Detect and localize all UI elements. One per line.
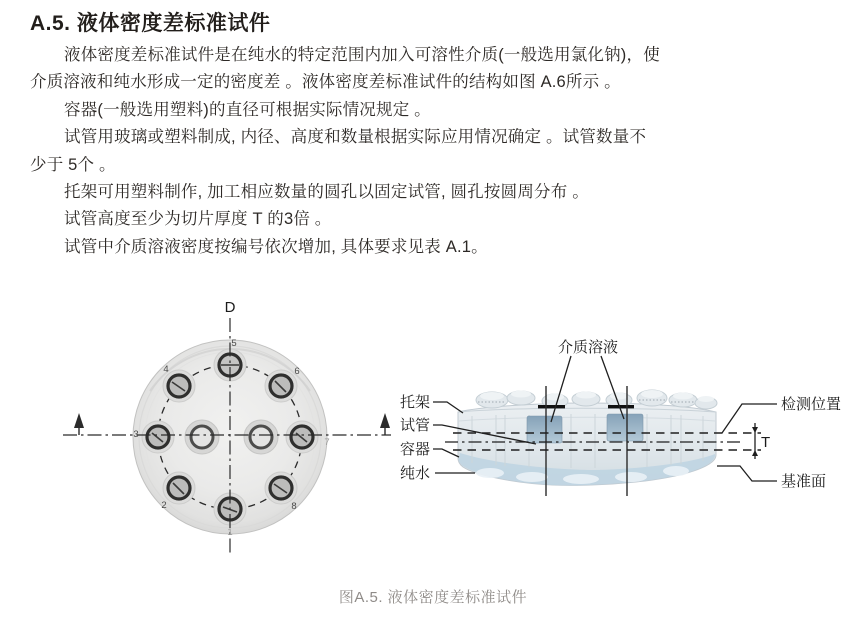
paragraph-line: 液体密度差标准试件是在纯水的特定范围内加入可溶性介质(一般选用氯化钠)，使	[64, 46, 660, 64]
hole-number-2: 2	[161, 500, 167, 511]
hole-number-7: 7	[324, 437, 330, 448]
top-view-figure	[55, 296, 400, 558]
media-solution-tube-left	[527, 416, 562, 443]
section-title: A.5. 液体密度差标准试件	[30, 12, 271, 35]
paragraph-line: 试管高度至少为切片厚度 T 的3倍 。	[64, 210, 332, 229]
paragraph-line: 容器(一般选用塑料)的直径可根据实际情况规定 。	[64, 100, 431, 119]
container-photo	[458, 390, 717, 485]
container-label: 容器	[400, 441, 431, 458]
paragraph-line: 试管中介质溶液密度按编号依次增加, 具体要求见表 A.1。	[64, 237, 488, 256]
hole-number-3: 3	[133, 429, 139, 440]
hole-number-5: 5	[231, 338, 237, 349]
pure-water-label: 纯水	[400, 465, 431, 482]
section-arrow-right	[380, 413, 390, 435]
figure-caption: 图A.5. 液体密度差标准试件	[338, 589, 528, 606]
side-view-figure	[395, 315, 866, 527]
paragraph-line: 少于 5个 。	[30, 155, 116, 174]
paragraph-line: 介质溶液和纯水形成一定的密度差 。液体密度差标准试件的结构如图 A.6所示 。	[30, 73, 621, 92]
paragraph-line: 试管用玻璃或塑料制成, 内径、高度和数量根据实际应用情况确定 。试管数量不	[64, 128, 647, 147]
hole-number-4: 4	[163, 364, 169, 375]
media-solution-tube-right	[607, 414, 643, 441]
hole-number-1: 1	[227, 527, 233, 538]
section-arrow-left	[74, 413, 84, 435]
thickness-label: T	[761, 434, 771, 451]
media-solution-label: 介质溶液	[557, 339, 619, 356]
tube-label: 试管	[400, 417, 431, 434]
body-text	[30, 42, 850, 261]
diameter-label: D	[224, 299, 236, 316]
hole-number-8: 8	[291, 501, 297, 512]
reference-plane-label: 基准面	[781, 473, 827, 490]
detection-position-label: 检测位置	[781, 396, 842, 413]
hole-number-6: 6	[294, 366, 300, 377]
paragraph-line: 托架可用塑料制作, 加工相应数量的圆孔以固定试管, 圆孔按圆周分布 。	[64, 182, 589, 201]
rack-label: 托架	[400, 394, 431, 411]
